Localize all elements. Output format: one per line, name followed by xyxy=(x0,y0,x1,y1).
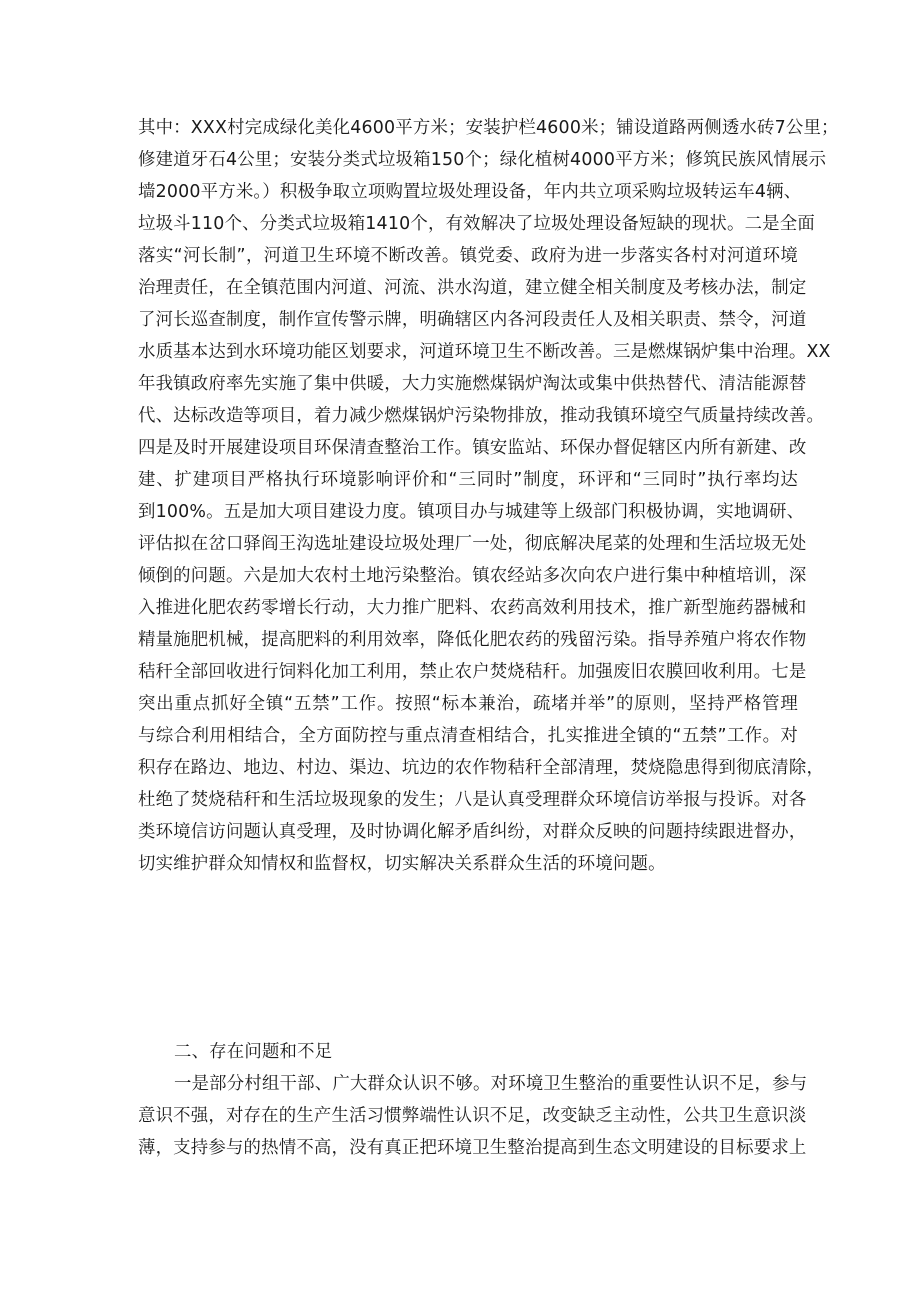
body-line: 类环境信访问题认真受理，及时协调化解矛盾纠纷，对群众反映的问题持续跟进督办， xyxy=(138,822,807,842)
body-line: 入推进化肥农药零增长行动，大力推广肥料、农药高效利用技术，推广新型施药器械和 xyxy=(138,598,807,618)
section-heading: 二、存在问题和不足 xyxy=(174,1042,333,1062)
section-line: 薄，支持参与的热情不高，没有真正把环境卫生整治提高到生态文明建设的目标要求上 xyxy=(138,1138,807,1158)
body-line: 垃圾斗110个、分类式垃圾箱1410个，有效解决了垃圾处理设备短缺的现状。二是全面 xyxy=(138,214,815,234)
body-line: 倾倒的问题。六是加大农村土地污染整治。镇农经站多次向农户进行集中种植培训，深 xyxy=(138,566,807,586)
body-line: 到100%。五是加大项目建设力度。镇项目办与城建等上级部门积极协调，实地调研、 xyxy=(138,502,805,522)
body-line: 水质基本达到水环境功能区划要求，河道环境卫生不断改善。三是燃煤锅炉集中治理。XX xyxy=(138,342,831,362)
body-line: 墙2000平方米。）积极争取立项购置垃圾处理设备，年内共立项采购垃圾转运车4辆、 xyxy=(138,182,802,202)
section-line: 意识不强，对存在的生产生活习惯弊端性认识不足，改变缺乏主动性，公共卫生意识淡 xyxy=(138,1106,807,1126)
body-paragraph xyxy=(138,112,839,880)
section-heading-block xyxy=(138,1036,798,1068)
body-line: 突出重点抓好全镇“五禁”工作。按照“标本兼治，疏堵并举”的原则，坚持严格管理 xyxy=(138,694,798,714)
body-line: 评估拟在岔口驿阎王沟选址建设垃圾处理厂一处，彻底解决尾菜的处理和生活垃圾无处 xyxy=(138,534,807,554)
body-line: 四是及时开展建设项目环保清查整治工作。镇安监站、环保办督促辖区内所有新建、改 xyxy=(138,438,807,458)
body-line: 年我镇政府率先实施了集中供暖，大力实施燃煤锅炉淘汰或集中供热替代、清洁能源替 xyxy=(138,374,807,394)
body-line: 建、扩建项目严格执行环境影响评价和“三同时”制度，环评和“三同时”执行率均达 xyxy=(138,470,798,490)
body-line: 杜绝了焚烧秸秆和生活垃圾现象的发生；八是认真受理群众环境信访举报与投诉。对各 xyxy=(138,790,807,810)
body-line: 治理责任，在全镇范围内河道、河流、洪水沟道，建立健全相关制度及考核办法，制定 xyxy=(138,278,807,298)
body-line: 了河长巡查制度，制作宣传警示牌，明确辖区内各河段责任人及相关职责、禁令，河道 xyxy=(138,310,807,330)
body-line: 修建道牙石4公里；安装分类式垃圾箱150个；绿化植树4000平方米；修筑民族风情展示 xyxy=(138,150,827,170)
body-line: 与综合利用相结合，全方面防控与重点清查相结合，扎实推进全镇的“五禁”工作。对 xyxy=(138,726,798,746)
body-line: 其中：XXX村完成绿化美化4600平方米；安装护栏4600米；铺设道路两侧透水砖7公里； xyxy=(138,118,839,138)
body-line-last: 切实维护群众知情权和监督权，切实解决关系群众生活的环境问题。 xyxy=(138,854,666,874)
body-line: 落实“河长制”，河道卫生环境不断改善。镇党委、政府为进一步落实各村对河道环境 xyxy=(138,246,798,266)
section-line: 一是部分村组干部、广大群众认识不够。对环境卫生整治的重要性认识不足，参与 xyxy=(174,1074,808,1094)
body-line: 积存在路边、地边、村边、渠边、坑边的农作物秸秆全部清理，焚烧隐患得到彻底清除， xyxy=(138,758,825,778)
section-paragraph xyxy=(138,1068,808,1164)
body-line: 代、达标改造等项目，着力减少燃煤锅炉污染物排放，推动我镇环境空气质量持续改善。 xyxy=(138,406,825,426)
body-line: 秸秆全部回收进行饲料化加工利用，禁止农户焚烧秸秆。加强废旧农膜回收利用。七是 xyxy=(138,662,807,682)
body-line: 精量施肥机械，提高肥料的利用效率，降低化肥农药的残留污染。指导养殖户将农作物 xyxy=(138,630,807,650)
